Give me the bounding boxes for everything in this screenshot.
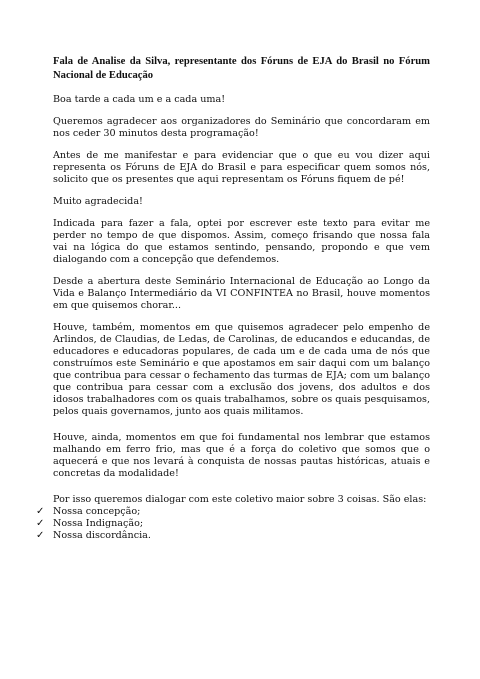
paragraph-list-intro: Por isso queremos dialogar com este coletivo maior sobre 3 coisas. São elas: bbox=[53, 494, 427, 505]
paragraph-gratitude: Muito agradecida! bbox=[53, 196, 143, 207]
checkmark-icon: ✓ bbox=[36, 530, 45, 541]
paragraph-acknowledgement: Houve, também, momentos em que quisemos agradecer pelo empenho de Arlindos, de Claudias, de Ledas, de Carolinas, de educandos e educandas, de educadores e educadoras populares, de cada um e de cada uma de nós que construímos este Seminário e que apostamos em sair daqui com um balanço que contribua para cessar o fechamento das turmas de EJA; com um balanço que contribua para cessar com a exclusão dos jovens, dos adultos e dos idosos trabalhadores com os quais trabalhamos, sobre os quais pesquisamos, pelos quais governamos, junto aos quais militamos. bbox=[53, 322, 430, 417]
list-item-text: Nossa Indignação; bbox=[53, 518, 144, 529]
list-item-text: Nossa discordância. bbox=[53, 530, 151, 541]
paragraph-greeting: Boa tarde a cada um e a cada uma! bbox=[53, 94, 226, 105]
paragraph-request: Antes de me manifestar e para evidenciar que o que eu vou dizer aqui representa os Fóruns de EJA do Brasil e para especificar quem somos nós, solicito que os presentes que aqui representam os Fóruns fiquem de pé! bbox=[53, 150, 430, 185]
list-item-text: Nossa concepção; bbox=[53, 506, 141, 517]
list-item bbox=[36, 530, 430, 542]
checkmark-icon: ✓ bbox=[36, 518, 45, 529]
check-list bbox=[36, 506, 430, 542]
checkmark-icon: ✓ bbox=[36, 506, 45, 517]
paragraph-thanks: Queremos agradecer aos organizadores do Seminário que concordaram em nos ceder 30 minutos desta programação! bbox=[53, 116, 430, 139]
paragraph-collective: Houve, ainda, momentos em que foi fundamental nos lembrar que estamos malhando em ferro frio, mas que é a força do coletivo que somos que o aquecerá e que nos levará à conquista de nossas pautas históricas, atuais e concretas da modalidade! bbox=[53, 432, 430, 479]
list-item bbox=[36, 506, 430, 518]
paragraph-introduction: Indicada para fazer a fala, optei por escrever este texto para evitar me perder no tempo de que dispomos. Assim, começo frisando que nossa fala vai na lógica do que estamos sentindo, pensando, propondo e que vem dialogando com a concepção que defendemos. bbox=[53, 218, 430, 265]
document-title: Fala de Analise da Silva, representante dos Fóruns de EJA do Brasil no Fórum Nacional de Educação bbox=[53, 56, 430, 81]
paragraph-opening: Desde a abertura deste Seminário Internacional de Educação ao Longo da Vida e Balanço Intermediário da VI CONFINTEA no Brasil, houve momentos em que quisemos chorar... bbox=[53, 276, 430, 311]
list-item bbox=[36, 518, 430, 530]
